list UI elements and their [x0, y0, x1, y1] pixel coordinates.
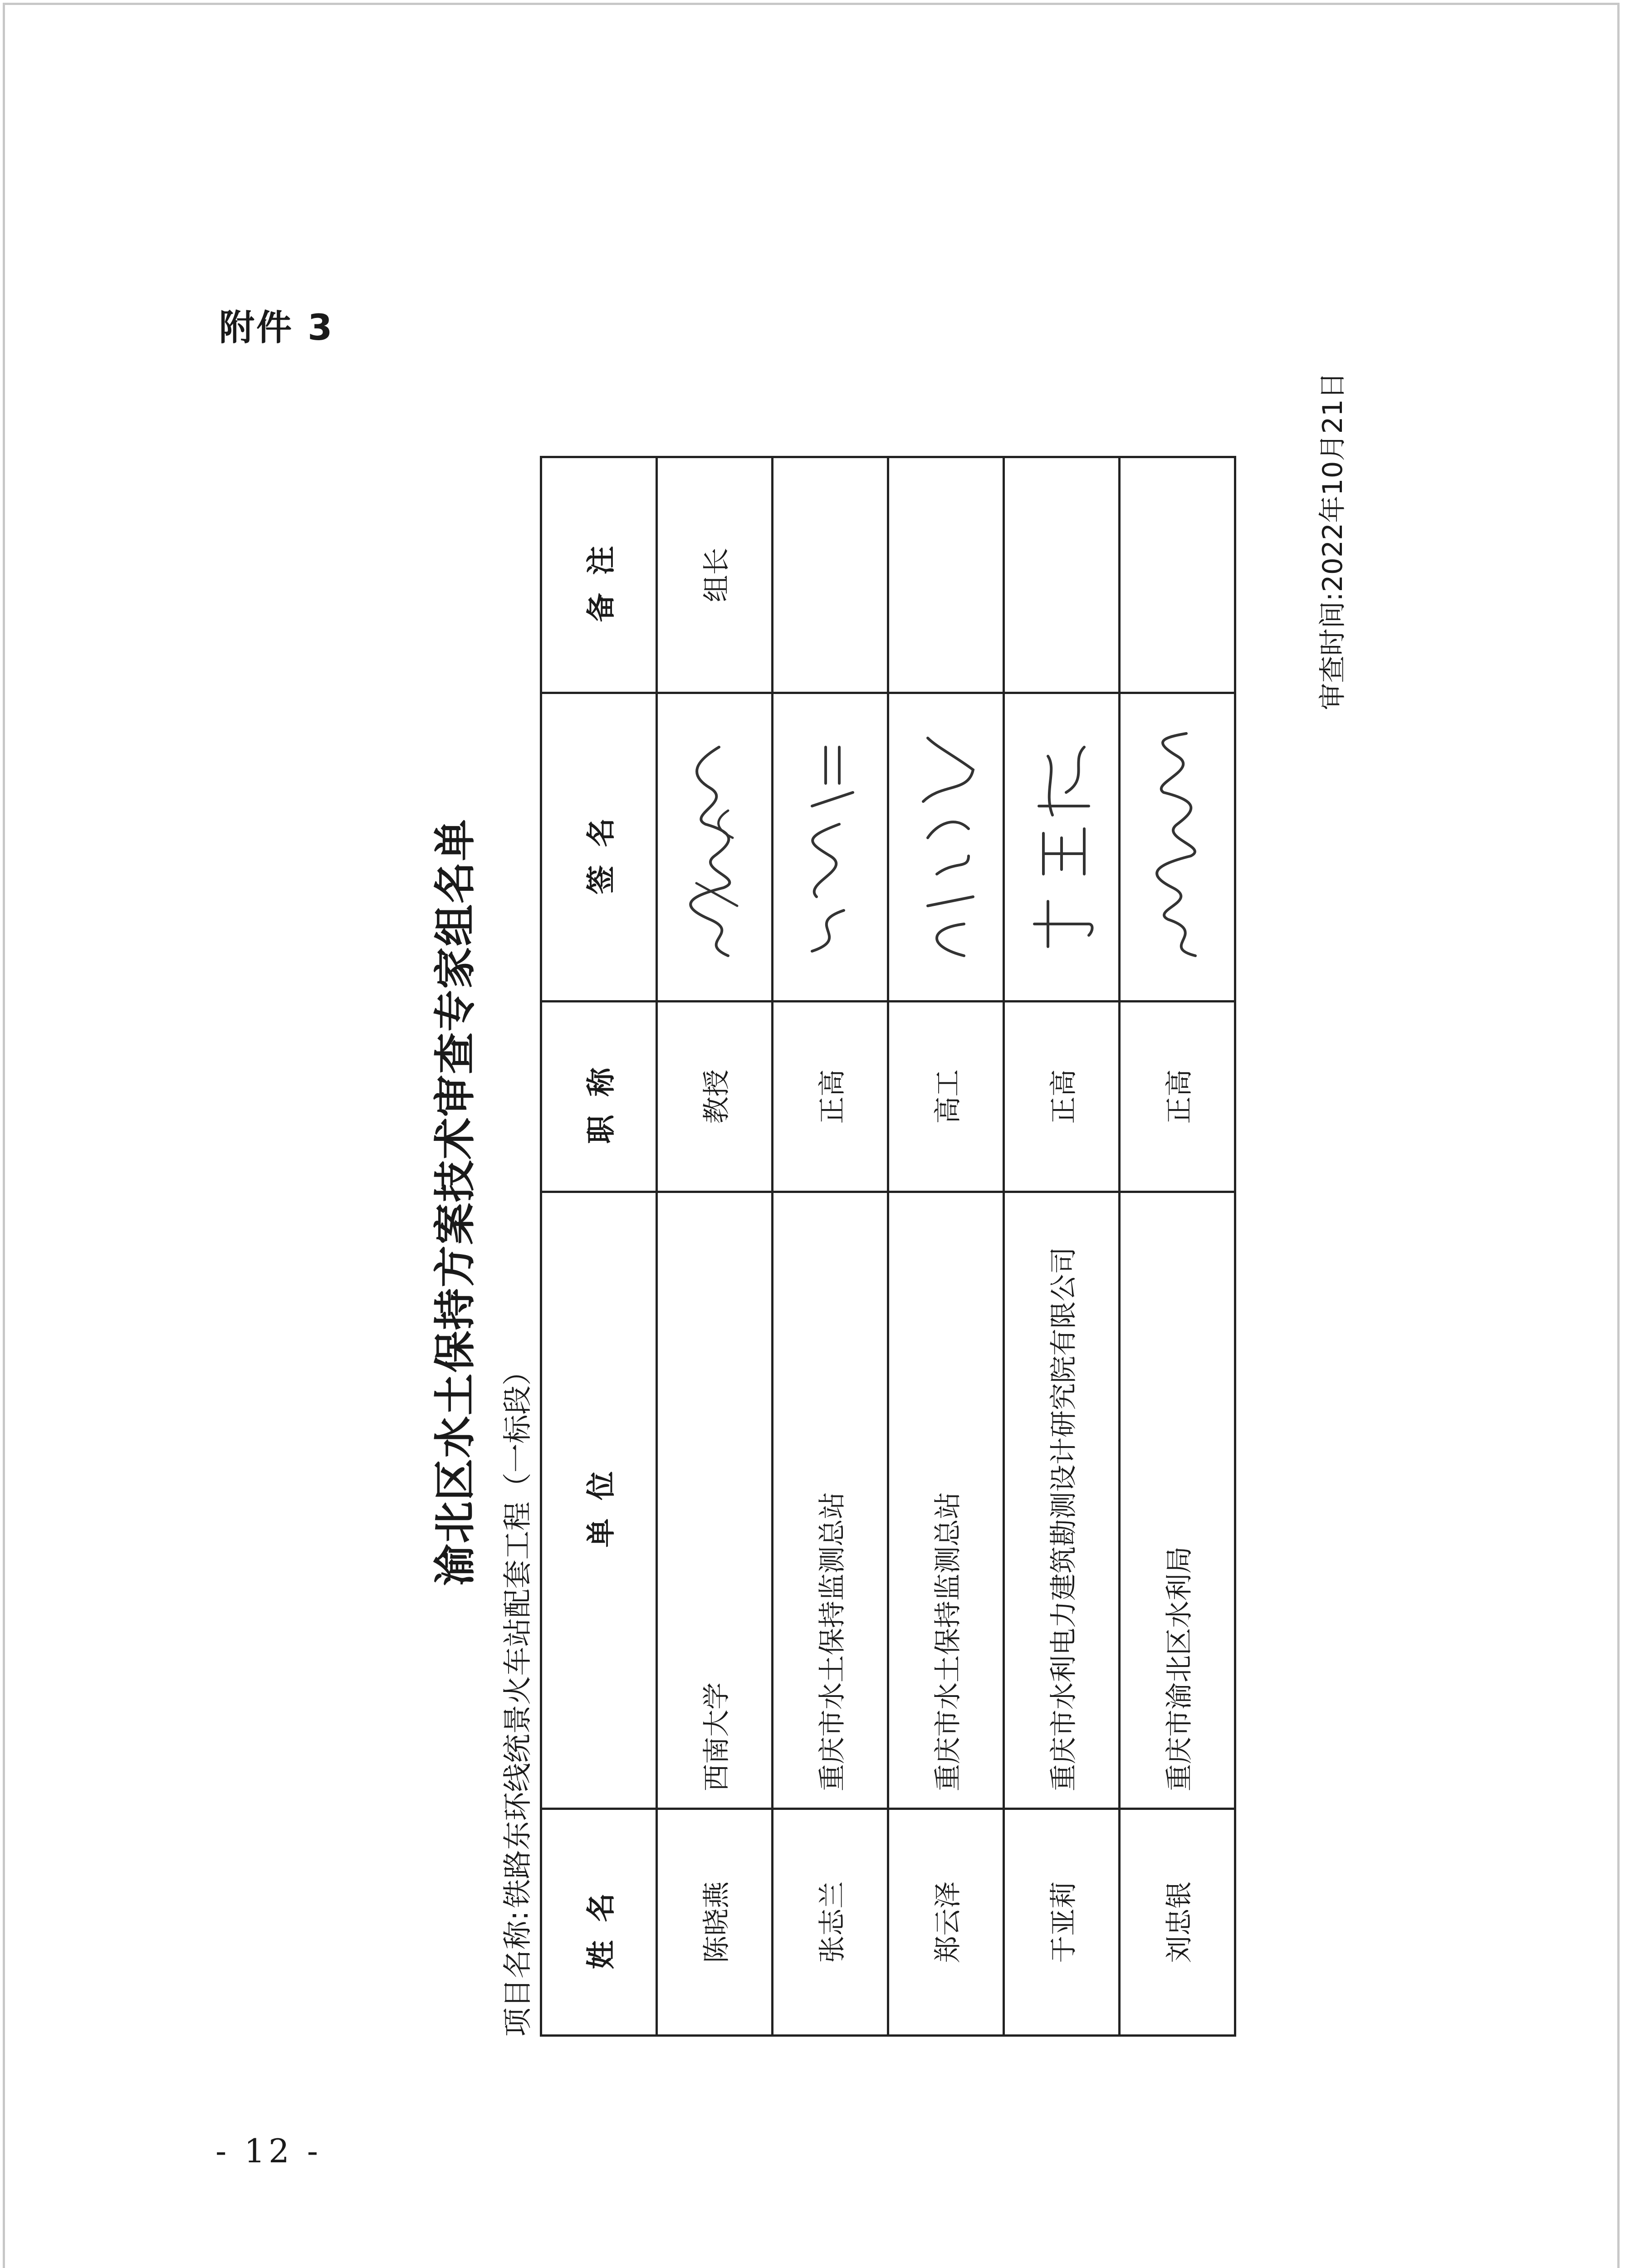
cell-note — [773, 457, 888, 693]
table-row — [773, 457, 888, 2036]
cell-unit: 重庆市水土保持监测总站 — [888, 1192, 1004, 1809]
review-time-label: 审查时间: — [1317, 592, 1349, 710]
page-number: - 12 - — [215, 2132, 322, 2170]
rotated-form — [422, 358, 1397, 2046]
handwritten-signature-image — [669, 720, 760, 974]
document-title: 渝北区水土保持方案技术审查专家组名单 — [431, 818, 480, 1586]
handwritten-signature-image — [901, 720, 991, 974]
cell-title: 正高 — [773, 1002, 888, 1192]
cell-signature — [1004, 693, 1120, 1002]
cell-name: 于亚莉 — [1004, 1809, 1120, 2036]
handwritten-signature-image — [1016, 720, 1107, 974]
cell-unit: 重庆市水土保持监测总站 — [773, 1192, 888, 1809]
cell-unit: 重庆市水利电力建筑勘测设计研究院有限公司 — [1004, 1192, 1120, 1809]
header-unit: 单位 — [541, 1192, 657, 1809]
cell-note — [888, 457, 1004, 693]
cell-unit: 重庆市渝北区水利局 — [1120, 1192, 1235, 1809]
table-row — [1004, 457, 1120, 2036]
expert-roster-table — [540, 456, 1236, 2037]
cell-note — [1004, 457, 1120, 693]
cell-name: 陈晓燕 — [657, 1809, 773, 2036]
cell-signature — [888, 693, 1004, 1002]
cell-note: 组长 — [657, 457, 773, 693]
attachment-label: 附件 3 — [219, 308, 334, 348]
cell-title: 教授 — [657, 1002, 773, 1192]
cell-unit: 西南大学 — [657, 1192, 773, 1809]
table-header-row — [541, 457, 657, 2036]
table-row — [1120, 457, 1235, 2036]
cell-note — [1120, 457, 1235, 693]
header-name: 姓名 — [541, 1809, 657, 2036]
table-row — [657, 457, 773, 2036]
cell-name: 刘忠银 — [1120, 1809, 1235, 2036]
handwritten-signature-image — [785, 720, 876, 974]
project-line — [494, 1356, 536, 2037]
review-time-value: 2022年10月21日 — [1317, 372, 1349, 592]
cell-signature — [657, 693, 773, 1002]
cell-name: 张志兰 — [773, 1809, 888, 2036]
handwritten-signature-image — [1132, 720, 1223, 974]
cell-title: 正高 — [1120, 1002, 1235, 1192]
header-signature: 签名 — [541, 693, 657, 1002]
table-row — [888, 457, 1004, 2036]
cell-signature — [1120, 693, 1235, 1002]
cell-title: 正高 — [1004, 1002, 1120, 1192]
header-title: 职称 — [541, 1002, 657, 1192]
project-label: 项目名称: — [501, 1911, 535, 2037]
cell-name: 郑云泽 — [888, 1809, 1004, 2036]
project-name: 铁路东环线统景火车站配套工程（一标段） — [501, 1356, 535, 1908]
review-time — [1311, 372, 1350, 710]
header-note: 备注 — [541, 457, 657, 693]
cell-title: 高工 — [888, 1002, 1004, 1192]
cell-signature — [773, 693, 888, 1002]
